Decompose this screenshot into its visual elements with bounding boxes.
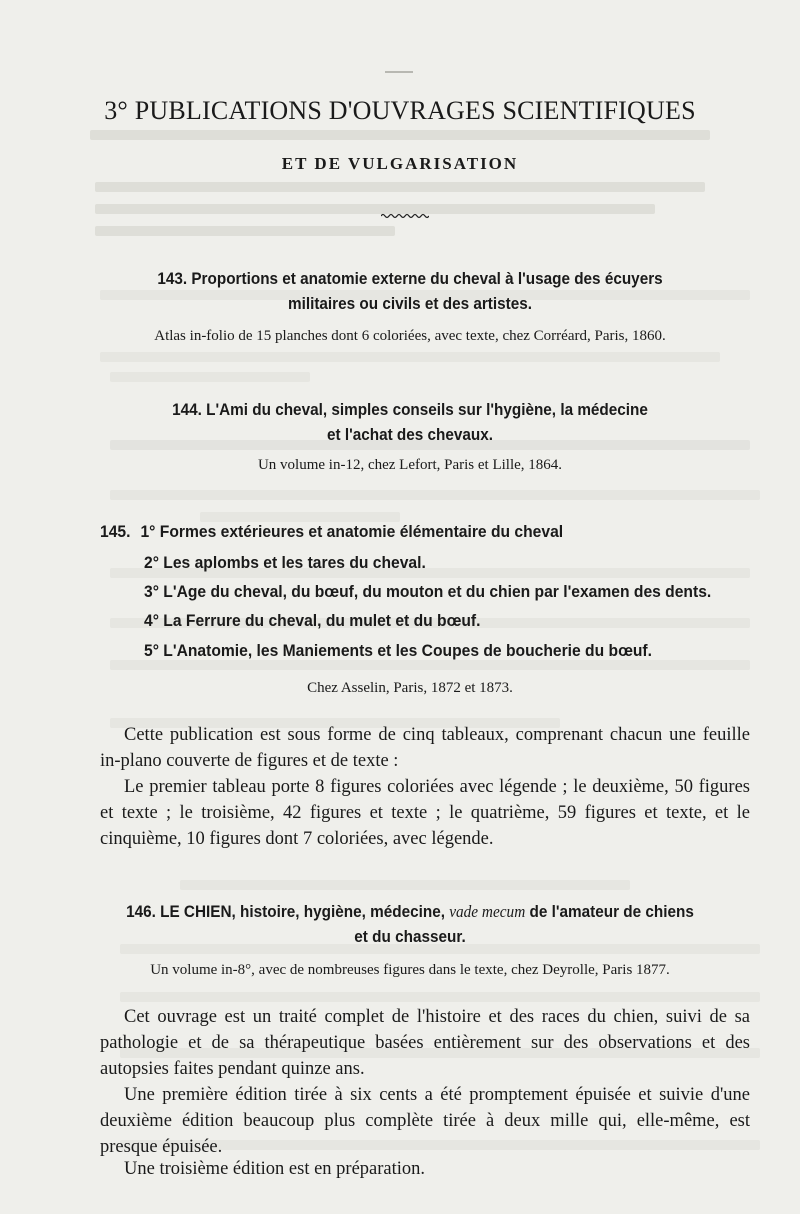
entry-145-item-1-text: 1° Formes extérieures et anatomie élémentaire du cheval <box>140 522 564 541</box>
entry-145-item-3: 3° L'Age du cheval, du bœuf, du mouton et du chien par l'examen des dents. <box>144 582 712 601</box>
entry-146-title-italic: vade mecum <box>449 902 526 921</box>
entry-143-title-line1: 143. Proportions et anatomie externe du cheval à l'usage des écuyers <box>157 269 663 288</box>
entry-145-item-4: 4° La Ferrure du cheval, du mulet et du bœuf. <box>144 611 481 630</box>
entry-143-title-line2: militaires ou civils et des artistes. <box>287 294 533 313</box>
entry-146-title-suffix: de l'amateur de chiens <box>529 902 694 921</box>
entry-144-title-line1: 144. L'Ami du cheval, simples conseils sur l'hygiène, la médecine <box>172 400 648 419</box>
page-folio-rule <box>385 60 425 64</box>
section-subheading: ET DE VULGARISATION <box>281 154 519 173</box>
entry-145-details: Chez Asselin, Paris, 1872 et 1873. <box>307 680 513 696</box>
entry-146-title-line1 <box>95 899 725 924</box>
entry-146-paragraph-2-text: Une première édition tirée à six cents a été promptement épuisée et suivie d'une deuxième édition beaucoup plus complète tirée à deux mille qui, elle-même, est presque épuisée. <box>100 1085 750 1157</box>
entry-146-title-prefix: 146. LE CHIEN, histoire, hygiène, médecine, <box>126 902 445 921</box>
entry-143-details: Atlas in-folio de 15 planches dont 6 coloriées, avec texte, chez Corréard, Paris, 1860. <box>154 328 666 344</box>
entry-146-paragraph-3-text: Une troisième édition est en préparation. <box>124 1159 426 1179</box>
entry-145-item-2: 2° Les aplombs et les tares du cheval. <box>144 553 426 572</box>
entry-145-item-1 <box>100 519 726 545</box>
entry-144-title-line2: et l'achat des chevaux. <box>326 425 494 444</box>
entry-144-details: Un volume in-12, chez Lefort, Paris et Lille, 1864. <box>257 457 563 473</box>
entry-145-paragraph-1 <box>100 722 750 774</box>
entry-145-number: 145. <box>100 522 131 541</box>
entry-145-item-5: 5° L'Anatomie, les Maniements et les Coupes de boucherie du bœuf. <box>144 641 652 660</box>
entry-146-details: Un volume in-8°, avec de nombreuses figures dans le texte, chez Deyrolle, Paris 1877. <box>150 962 670 978</box>
entry-146-paragraph-3 <box>100 1156 750 1182</box>
wavy-divider-ornament <box>381 212 429 220</box>
entry-146-paragraph-1 <box>100 1004 750 1082</box>
section-heading: 3° PUBLICATIONS D'OUVRAGES SCIENTIFIQUES <box>104 96 696 125</box>
entry-146-title-line2: et du chasseur. <box>354 927 466 946</box>
entry-146-paragraph-1-text: Cet ouvrage est un traité complet de l'histoire et des races du chien, suivi de sa pathologie et de sa thérapeutique basées entièrement sur des observations et des autopsies faites pendant quinze ans. <box>100 1007 750 1079</box>
entry-145-paragraph-2 <box>100 774 750 852</box>
entry-145-paragraph-1-text: Cette publication est sous forme de cinq tableaux, comprenant chacun une feuille in-plano couverte de figures et de texte : <box>100 725 750 771</box>
entry-145-paragraph-2-text: Le premier tableau porte 8 figures coloriées avec légende ; le deuxième, 50 figures et texte ; le troisième, 42 figures et texte ; le quatrième, 59 figures et texte, et le cinquième, 10 figures dont 7 coloriées, avec légende. <box>100 777 750 849</box>
entry-146-paragraph-2 <box>100 1082 750 1160</box>
